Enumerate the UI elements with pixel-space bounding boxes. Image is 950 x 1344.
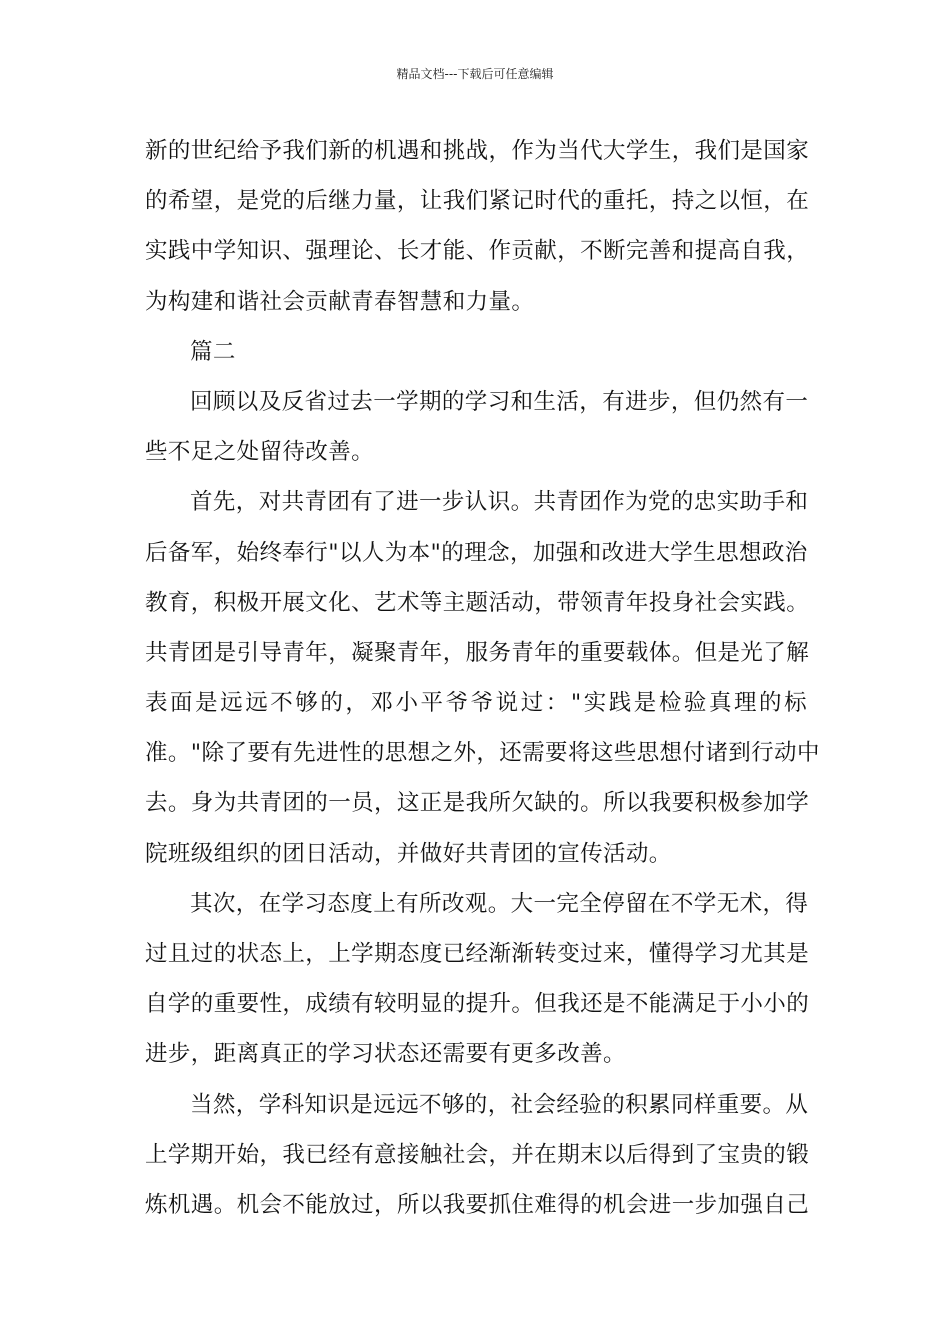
text-line: 表面是远远不够的，邓小平爷爷说过："实践是检验真理的标	[145, 690, 807, 717]
document-body	[145, 126, 820, 1230]
text-line: 自学的重要性，成绩有较明显的提升。但我还是不能满足于小小的	[145, 991, 810, 1018]
text-line: 院班级组织的团日活动，并做好共青团的宣传活动。	[145, 840, 672, 867]
text-line: 过且过的状态上，上学期态度已经渐渐转变过来，懂得学习尤其是	[145, 941, 810, 967]
page-header: 精品文档---下载后可任意编辑	[396, 67, 554, 81]
text-line: 实践中学知识、强理论、长才能、作贡献，不断完善和提高自我，	[145, 238, 810, 265]
text-line: 些不足之处留待改善。	[145, 439, 375, 466]
text-line: 回顾以及反省过去一学期的学习和生活，有进步，但仍然有一	[190, 388, 809, 415]
text-line: 其次，在学习态度上有所改观。大一完全停留在不学无术，得	[190, 890, 809, 917]
section-heading: 篇二	[190, 338, 236, 365]
text-line: 后备军，始终奉行"以人为本"的理念，加强和改进大学生思想政治	[145, 539, 808, 566]
text-line: 教育，积极开展文化、艺术等主题活动，带领青年投身社会实践。	[145, 589, 810, 616]
text-line: 的希望，是党的后继力量，让我们紧记时代的重托，持之以恒，在	[145, 188, 810, 215]
text-line: 准。"除了要有先进性的思想之外，还需要将这些思想付诸到行动中	[145, 740, 820, 767]
text-line: 上学期开始，我已经有意接触社会，并在期末以后得到了宝贵的锻	[145, 1141, 810, 1168]
text-line: 当然，学科知识是远远不够的，社会经验的积累同样重要。从	[190, 1091, 809, 1118]
text-line: 为构建和谐社会贡献青春智慧和力量。	[145, 288, 535, 315]
text-line: 首先，对共青团有了进一步认识。共青团作为党的忠实助手和	[190, 489, 809, 516]
text-line: 去。身为共青团的一员，这正是我所欠缺的。所以我要积极参加学	[145, 790, 810, 817]
text-line: 新的世纪给予我们新的机遇和挑战，作为当代大学生，我们是国家	[145, 138, 810, 164]
text-line: 进步，距离真正的学习状态还需要有更多改善。	[145, 1041, 626, 1068]
text-line: 共青团是引导青年，凝聚青年，服务青年的重要载体。但是光了解	[145, 639, 810, 666]
text-line: 炼机遇。机会不能放过，所以我要抓住难得的机会进一步加强自己	[145, 1191, 810, 1218]
